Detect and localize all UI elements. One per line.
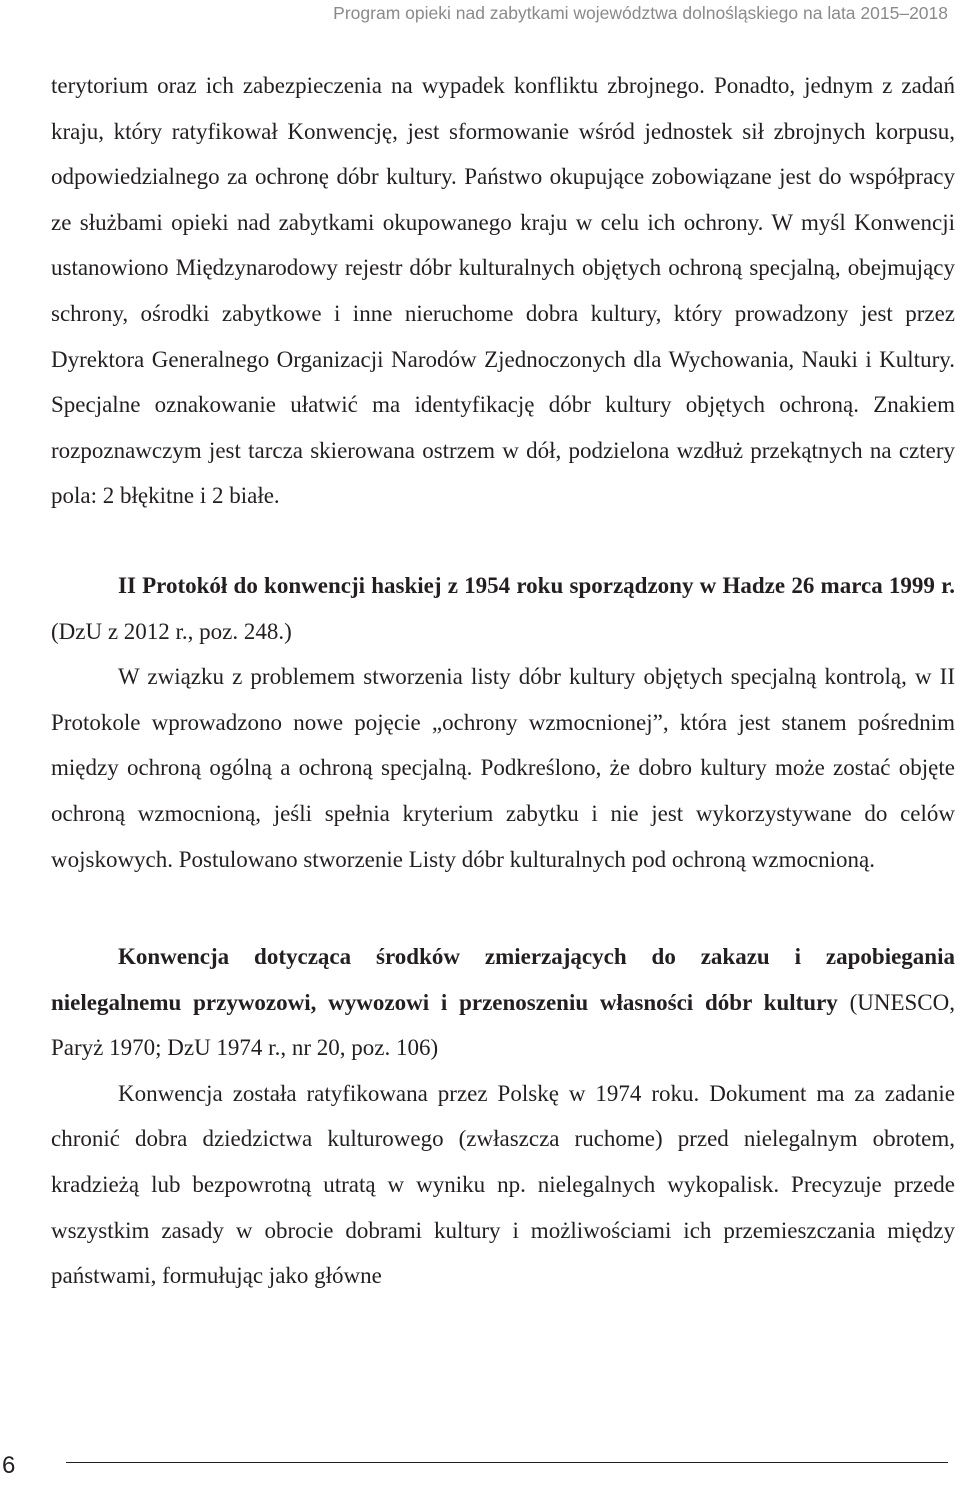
section-heading-second-protocol: [51, 563, 955, 654]
paragraph-convention-continuation: terytorium oraz ich zabezpieczenia na wypadek konfliktu zbrojnego. Ponadto, jednym z zadań kraju, który ratyfikował Konwencję, jest sformowanie wśród jednostek sił zbrojnych korpusu, odpowiedzialnego za ochronę dóbr kultury. Państwo okupujące zobowiązane jest do współpracy ze służbami opieki nad zabytkami okupowanego kraju w celu ich ochrony. W myśl Konwencji ustanowiono Międzynarodowy rejestr dóbr kulturalnych objętych ochroną specjalną, obejmujący schrony, ośrodki zabytkowe i inne nieruchome dobra kultury, który prowadzony jest przez Dyrektora Generalnego Organizacji Narodów Zjednoczonych dla Wychowania, Nauki i Kultury. Specjalne oznakowanie ułatwić ma identyfikację dóbr kultury objętych ochroną. Znakiem rozpoznawczym jest tarcza skierowana ostrzem w dół, podzielona wzdłuż przekątnych na cztery pola: 2 błękitne i 2 białe.: [51, 73, 955, 509]
heading-title: II Protokół do konwencji haskiej z 1954 roku sporządzony w Hadze 26 marca 1999 r.: [118, 572, 955, 598]
heading-reference: (DzU z 2012 r., poz. 248.): [51, 618, 292, 644]
footer-rule: [66, 1462, 948, 1463]
paragraph-enhanced-protection: W związku z problemem stworzenia listy dóbr kultury objętych specjalną kontrolą, w II Protokole wprowadzono nowe pojęcie „ochrony wzmocnionej”, która jest stanem pośrednim między ochroną ogólną a ochroną specjalną. Podkreślono, że dobro kultury może zostać objęte ochroną wzmocnioną, jeśli spełnia kryterium zabytku i nie jest wykorzystywane do celów wojskowych. Postulowano stworzenie Listy dóbr kulturalnych pod ochroną wzmocnioną.: [51, 664, 955, 872]
page-content: [51, 63, 955, 1299]
section-heading-unesco-1970: [51, 934, 955, 1071]
heading-title: Konwencja dotycząca środków zmierzających do zakazu i zapobiegania nielegalnemu przywozowi, wywozowi i przenoszeniu własności dóbr kultury: [51, 944, 955, 1015]
heading-reference: (UNESCO, Paryż 1970; DzU 1974 r., nr 20, poz. 106): [51, 989, 956, 1061]
paragraph-ratification: Konwencja została ratyfikowana przez Polskę w 1974 roku. Dokument ma za zadanie chronić dobra dziedzictwa kulturowego (zwłaszcza ruchome) przed nielegalnym obrotem, kradzieżą lub bezpowrotną utratą w wyniku np. nielegalnych wykopalisk. Precyzuje przede wszystkim zasady w obrocie dobrami kultury i możliwościami ich przemieszczania między państwami, formułując jako główne: [51, 1080, 955, 1289]
running-header: Program opieki nad zabytkami województwa dolnośląskiego na lata 2015–2018: [333, 3, 948, 23]
page-number: 6: [2, 1452, 16, 1479]
